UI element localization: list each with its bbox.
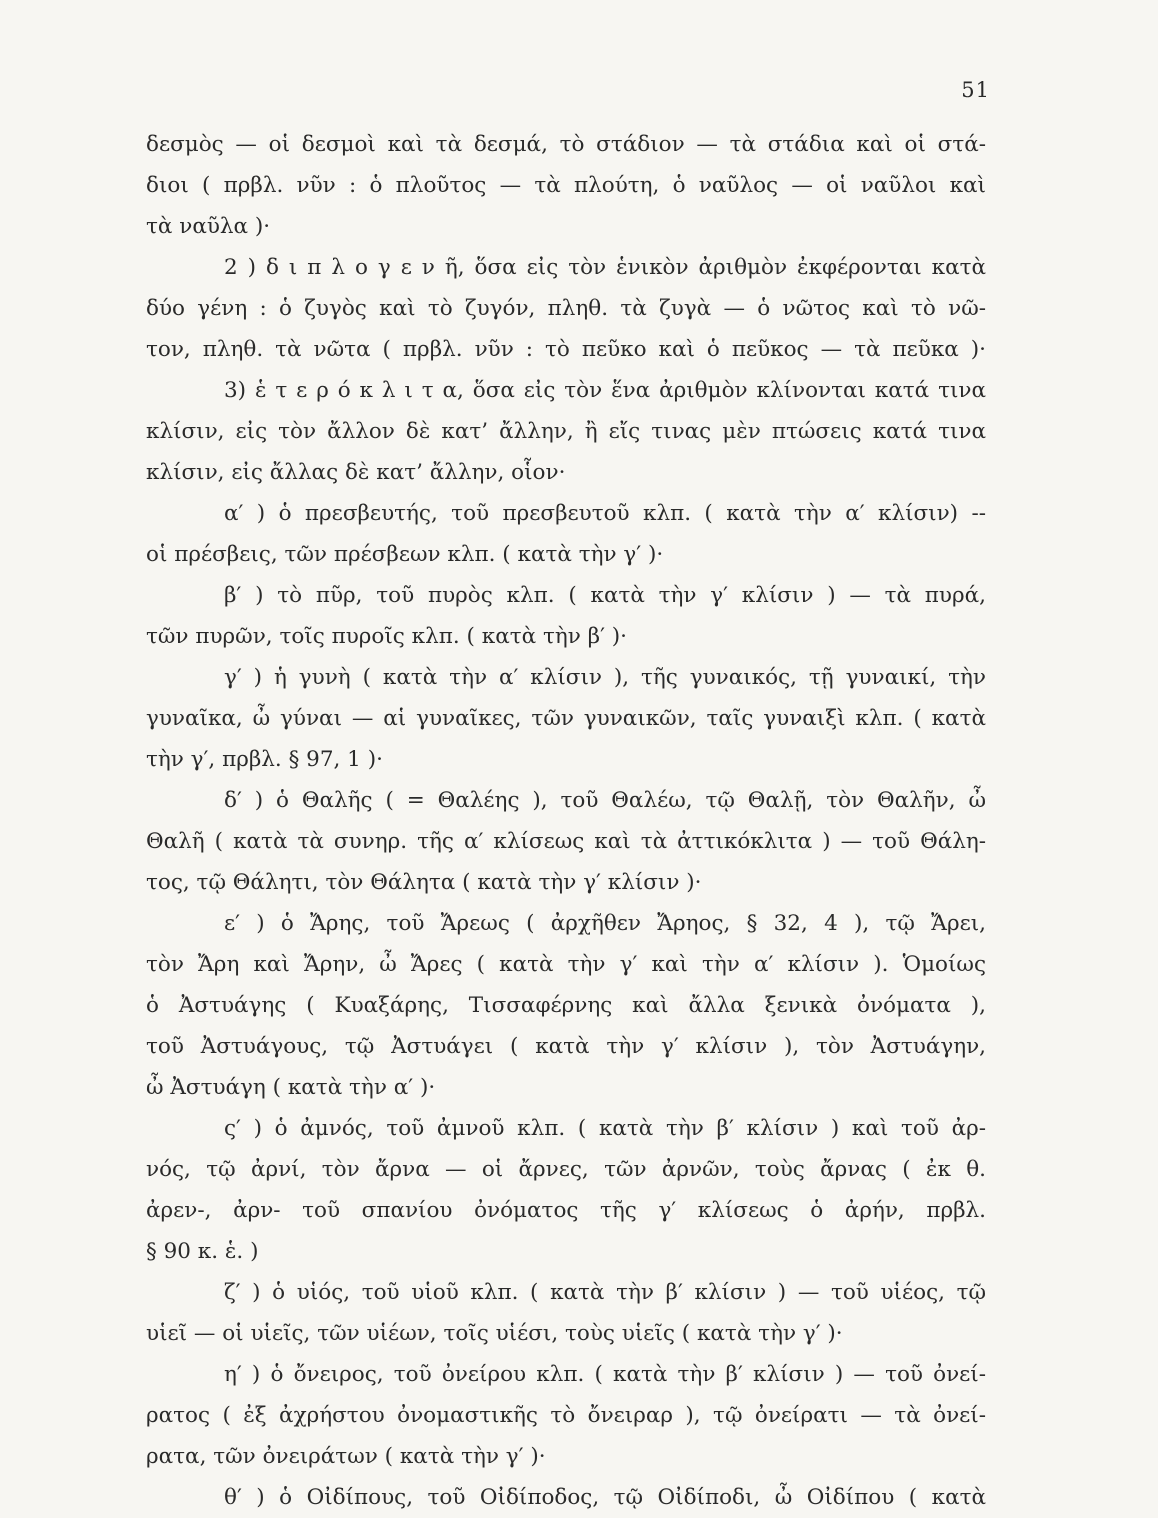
text-line: γ′ ) ἡ γυνὴ ( κατὰ τὴν α′ κλίσιν ), τῆς γυναικός, τῇ γυναικί, τὴν <box>224 665 986 690</box>
text-line: ε′ ) ὁ Ἄρης, τοῦ Ἄρεως ( ἀρχῆθεν Ἄρηος, § 32, 4 ), τῷ Ἄρει, <box>224 911 986 936</box>
text-line: ἀρεν-, ἀρν- τοῦ σπανίου ὀνόματος τῆς γ′ κλίσεως ὁ ἀρήν, πρβλ. <box>146 1198 986 1223</box>
text-line: § 90 κ. ἑ. ) <box>146 1239 259 1264</box>
text-line: 3) ἑ τ ε ρ ό κ λ ι τ α, ὅσα εἰς τὸν ἕνα ἀριθμὸν κλίνονται κατά τινα <box>224 378 986 403</box>
text-line: α′ ) ὁ πρεσβευτής, τοῦ πρεσβευτοῦ κλπ. ( κατὰ τὴν α′ κλίσιν) -- <box>224 501 986 526</box>
text-line: θ′ ) ὁ Οἰδίπους, τοῦ Οἰδίποδος, τῷ Οἰδίποδι, ὦ Οἰδίπου ( κατὰ <box>224 1485 986 1510</box>
text-line: τὴν γ′, πρβλ. § 97, 1 )· <box>146 747 383 772</box>
text-line: τὸν Ἄρη καὶ Ἄρην, ὦ Ἄρες ( κατὰ τὴν γ′ καὶ τὴν α′ κλίσιν ). Ὁμοίως <box>146 952 986 977</box>
text-line: υἱεῖ — οἱ υἱεῖς, τῶν υἱέων, τοῖς υἱέσι, τοὺς υἱεῖς ( κατὰ τὴν γ′ )· <box>146 1321 843 1346</box>
text-line: 2 ) δ ι π λ ο γ ε ν ῆ, ὅσα εἰς τὸν ἑνικὸν ἀριθμὸν ἐκφέρονται κατὰ <box>224 255 986 280</box>
text-line: τον, πληθ. τὰ νῶτα ( πρβλ. νῦν : τὸ πεῦκο καὶ ὁ πεῦκος — τὰ πεῦκα )· <box>146 337 986 362</box>
text-line: ρατα, τῶν ὀνειράτων ( κατὰ τὴν γ′ )· <box>146 1444 546 1469</box>
text-line: νός, τῷ ἀρνί, τὸν ἄρνα — οἱ ἄρνες, τῶν ἀρνῶν, τοὺς ἄρνας ( ἐκ θ. <box>146 1157 986 1182</box>
text-line: ὁ Ἀστυάγης ( Κυαξάρης, Τισσαφέρνης καὶ ἄλλα ξενικὰ ὀνόματα ), <box>146 993 986 1018</box>
text-line: ζ′ ) ὁ υἱός, τοῦ υἱοῦ κλπ. ( κατὰ τὴν β′ κλίσιν ) — τοῦ υἱέος, τῷ <box>224 1280 986 1305</box>
text-line: τὰ ναῦλα )· <box>146 214 271 239</box>
text-line: κλίσιν, εἰς τὸν ἄλλον δὲ κατ’ ἄλλην, ἢ εἴς τινας μὲν πτώσεις κατά τινα <box>146 419 986 444</box>
text-line: διοι ( πρβλ. νῦν : ὁ πλοῦτος — τὰ πλούτη, ὁ ναῦλος — οἱ ναῦλοι καὶ <box>146 173 986 198</box>
text-line: γυναῖκα, ὦ γύναι — αἱ γυναῖκες, τῶν γυναικῶν, ταῖς γυναιξὶ κλπ. ( κατὰ <box>146 706 986 731</box>
text-line: κλίσιν, εἰς ἄλλας δὲ κατ’ ἄλλην, οἷον· <box>146 460 566 485</box>
text-line: β′ ) τὸ πῦρ, τοῦ πυρὸς κλπ. ( κατὰ τὴν γ′ κλίσιν ) — τὰ πυρά, <box>224 583 986 608</box>
text-line: δ′ ) ὁ Θαλῆς ( = Θαλέης ), τοῦ Θαλέω, τῷ Θαλῇ, τὸν Θαλῆν, ὦ <box>224 788 986 813</box>
text-line: ς′ ) ὁ ἀμνός, τοῦ ἀμνοῦ κλπ. ( κατὰ τὴν β′ κλίσιν ) καὶ τοῦ ἀρ- <box>224 1116 986 1141</box>
text-line: τῶν πυρῶν, τοῖς πυροῖς κλπ. ( κατὰ τὴν β′ )· <box>146 624 628 649</box>
text-line: ὦ Ἀστυάγη ( κατὰ τὴν α′ )· <box>146 1075 436 1100</box>
text-line: δεσμὸς — οἱ δεσμοὶ καὶ τὰ δεσμά, τὸ στάδιον — τὰ στάδια καὶ οἱ στά- <box>146 132 986 157</box>
text-line: η′ ) ὁ ὄνειρος, τοῦ ὀνείρου κλπ. ( κατὰ τὴν β′ κλίσιν ) — τοῦ ὀνεί- <box>224 1362 986 1387</box>
body-text <box>146 124 986 1518</box>
page-number: 51 <box>961 78 990 102</box>
text-line: ρατος ( ἐξ ἀχρήστου ὀνομαστικῆς τὸ ὄνειραρ ), τῷ ὀνείρατι — τὰ ὀνεί- <box>146 1403 986 1428</box>
text-line: οἱ πρέσβεις, τῶν πρέσβεων κλπ. ( κατὰ τὴν γ′ )· <box>146 542 664 567</box>
text-line: δύο γένη : ὁ ζυγὸς καὶ τὸ ζυγόν, πληθ. τὰ ζυγὰ — ὁ νῶτος καὶ τὸ νῶ- <box>146 296 986 321</box>
text-line: τοῦ Ἀστυάγους, τῷ Ἀστυάγει ( κατὰ τὴν γ′ κλίσιν ), τὸν Ἀστυάγην, <box>146 1034 986 1059</box>
text-line: Θαλῆ ( κατὰ τὰ συνηρ. τῆς α′ κλίσεως καὶ τὰ ἀττικόκλιτα ) — τοῦ Θάλη- <box>146 829 986 854</box>
text-line: τος, τῷ Θάλητι, τὸν Θάλητα ( κατὰ τὴν γ′ κλίσιν )· <box>146 870 702 895</box>
